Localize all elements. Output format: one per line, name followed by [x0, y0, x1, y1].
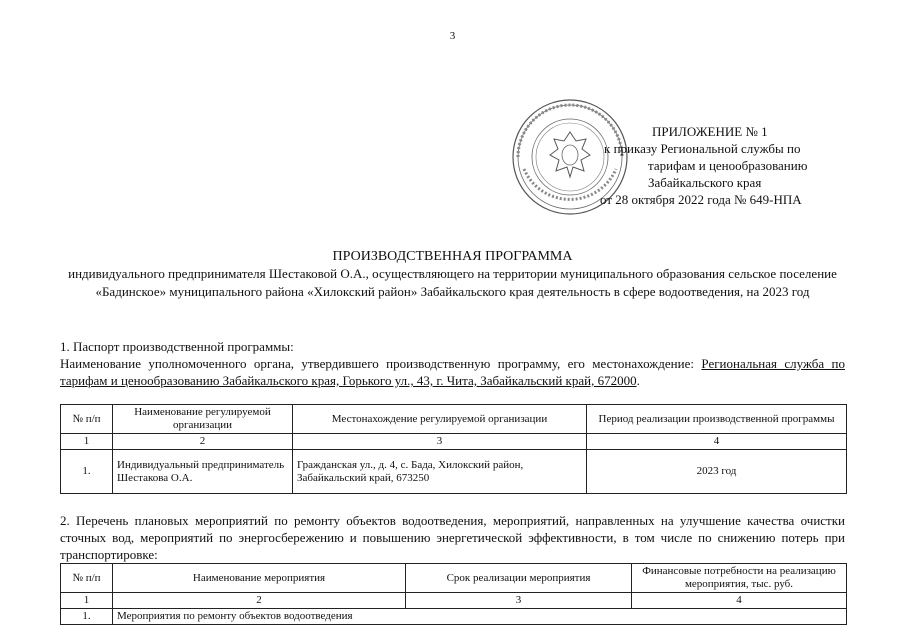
table-row — [61, 450, 847, 494]
appendix-block — [600, 123, 840, 208]
passport-table — [60, 404, 847, 494]
header-cell: Местонахождение регулируемой организации — [293, 405, 587, 434]
row-number-cell: 1. — [61, 450, 113, 494]
table-number-row — [61, 434, 847, 450]
number-cell: 3 — [406, 593, 632, 609]
document-title: ПРОИЗВОДСТВЕННАЯ ПРОГРАММА — [332, 249, 573, 264]
measure-name-cell: Мероприятия по ремонту объектов водоотведения — [113, 609, 847, 625]
number-cell: 3 — [293, 434, 587, 450]
number-cell: 1 — [61, 434, 113, 450]
table-header-row — [61, 564, 847, 593]
appendix-line-2: к приказу Региональной службы по — [604, 141, 801, 156]
address-cell: Гражданская ул., д. 4, с. Бада, Хилокский район, Забайкальский край, 673250 — [293, 450, 587, 494]
header-cell: Срок реализации мероприятия — [406, 564, 632, 593]
section-2-text: 2. Перечень плановых мероприятий по ремонту объектов водоотведения, мероприятий, направленных на улучшение качества очистки сточных вод, мероприятий по энергосбережению и повышению энергетической эффективности, в том числе по снижению потерь при транспортировке: — [60, 513, 845, 562]
section-1-text — [60, 355, 845, 389]
appendix-line-3: тарифам и ценообразованию — [648, 158, 808, 173]
number-cell: 1 — [61, 593, 113, 609]
header-cell: № п/п — [61, 405, 113, 434]
appendix-line-1: ПРИЛОЖЕНИЕ № 1 — [652, 124, 768, 139]
header-cell: № п/п — [61, 564, 113, 593]
organization-cell: Индивидуальный предприниматель Шестакова О.А. — [113, 450, 293, 494]
number-cell: 2 — [113, 593, 406, 609]
header-cell: Период реализации производственной программы — [587, 405, 847, 434]
number-cell: 4 — [632, 593, 847, 609]
table-header-row — [61, 405, 847, 434]
page-number: 3 — [449, 30, 456, 42]
header-cell: Финансовые потребности на реализацию мероприятия, тыс. руб. — [632, 564, 847, 593]
number-cell: 2 — [113, 434, 293, 450]
authority-name: Региональная служба по тарифам и ценообразованию Забайкальского края, Горького ул., 43, г. Чита, Забайкальский край, 672000 — [60, 356, 846, 388]
table-row — [61, 609, 847, 625]
row-number-cell: 1. — [61, 609, 113, 625]
header-cell: Наименование мероприятия — [113, 564, 406, 593]
authority-label: Наименование уполномоченного органа, утвердившего производственную программу, его местонахождение: — [60, 356, 694, 371]
appendix-line-4: Забайкальского края — [648, 175, 762, 190]
number-cell: 4 — [587, 434, 847, 450]
table-number-row — [61, 593, 847, 609]
measures-table — [60, 563, 847, 625]
period-cell: 2023 год — [587, 450, 847, 494]
header-cell: Наименование регулируемой организации — [113, 405, 293, 434]
section-1-heading: 1. Паспорт производственной программы: — [60, 339, 294, 354]
document-subtitle: индивидуального предпринимателя Шестаковой О.А., осуществляющего на территории муниципального образования сельское поселение «Бадинское» муниципального района «Хилокский район» Забайкальского края деятельность в сфере водоотведения, на 2023 год — [68, 266, 837, 299]
appendix-line-5: от 28 октября 2022 года № 649-НПА — [600, 192, 802, 207]
authority-tail: . — [636, 373, 640, 388]
section-1 — [60, 338, 845, 389]
